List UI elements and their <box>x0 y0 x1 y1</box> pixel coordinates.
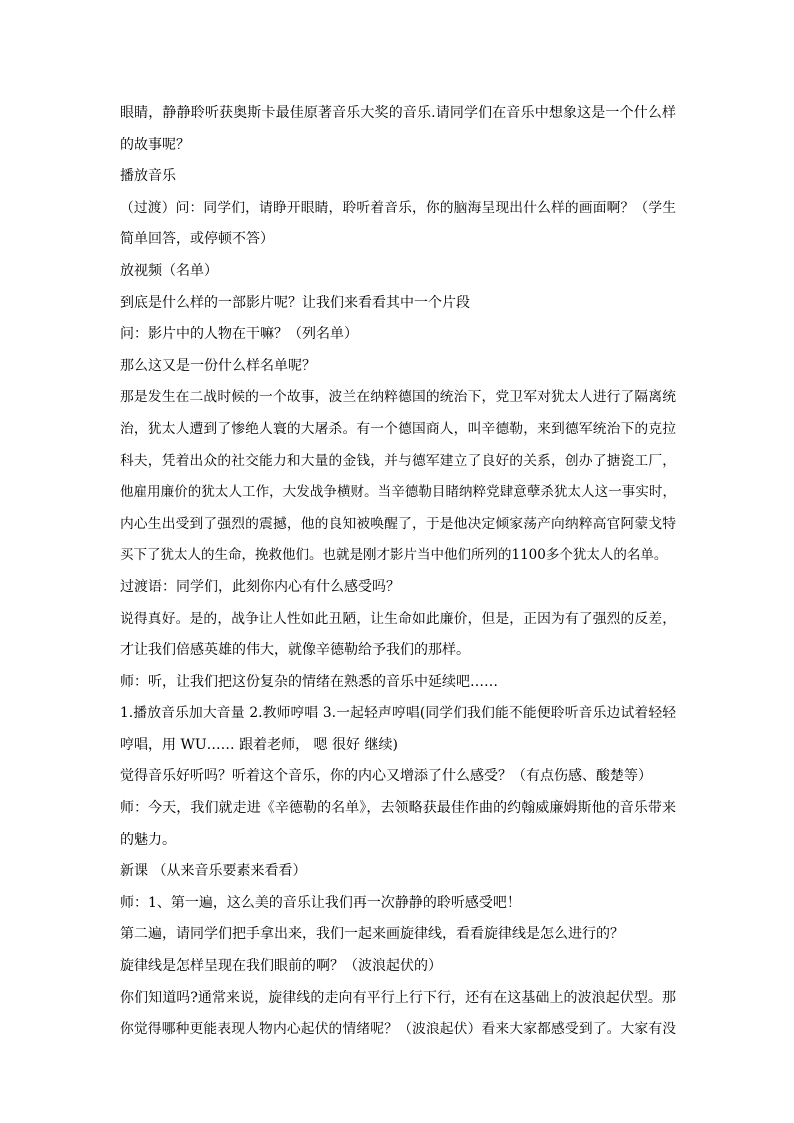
text-line: 师：今天，我们就走进《辛德勒的名单》，去领略获最佳作曲的约翰威廉姆斯他的音乐带来 <box>120 800 676 817</box>
text-line: 问：影片中的人物在干嘛？（列名单） <box>120 326 358 343</box>
text-line: 内心生出受到了强烈的震撼，他的良知被唤醒了，于是他决定倾家荡产向纳粹高官阿蒙戈特 <box>120 515 676 532</box>
text-line: 才让我们倍感英雄的伟大，就像辛德勒给予我们的那样。 <box>120 642 470 659</box>
text-line: 播放音乐 <box>120 168 176 185</box>
text-line: 过渡语：同学们，此刻你内心有什么感受吗？ <box>120 578 400 595</box>
text-line: 治，犹太人遭到了惨绝人寰的大屠杀。有一个德国商人，叫辛德勒，来到德军统治下的克拉 <box>120 420 676 437</box>
text-line: 觉得音乐好听吗？听着这个音乐，你的内心又增添了什么感受？（有点伤感、酸楚等） <box>120 768 652 785</box>
text-line: 那么这又是一份什么样名单呢？ <box>120 357 316 374</box>
text-line: 简单回答，或停顿不答） <box>120 231 274 248</box>
text-line: 眼睛，静静聆听获奥斯卡最佳原著音乐大奖的音乐.请同学们在音乐中想象这是一个什么样 <box>120 105 676 121</box>
text-line: 放视频（名单） <box>120 262 218 279</box>
document-body <box>120 98 676 1046</box>
text-line: 你们知道吗?通常来说，旋律线的走向有平行上行下行，还有在这基础上的波浪起伏型。那 <box>120 989 676 1006</box>
text-line: 哼唱，用 WU…… 跟着老师， 嗯 很好 继续) <box>120 736 398 753</box>
text-line: 的魅力。 <box>120 831 176 848</box>
text-line: 师：1、第一遍，这么美的音乐让我们再一次静静的聆听感受吧！ <box>120 894 521 911</box>
text-line: 那是发生在二战时候的一个故事，波兰在纳粹德国的统治下，党卫军对犹太人进行了隔离统 <box>120 389 676 406</box>
text-line: 他雇用廉价的犹太人工作，大发战争横财。当辛德勒目睹纳粹党肆意孽杀犹太人这一事实时， <box>120 484 676 501</box>
text-line: 买下了犹太人的生命，挽救他们。也就是刚才影片当中他们所列的1100多个犹太人的名单。 <box>120 547 668 564</box>
text-line: 师：听，让我们把这份复杂的情绪在熟悉的音乐中延续吧…… <box>120 673 498 690</box>
text-line: 科夫，凭着出众的社交能力和大量的金钱，并与德军建立了良好的关系，创办了搪瓷工厂， <box>120 452 676 469</box>
text-line: 说得真好。是的，战争让人性如此丑陋，让生命如此廉价，但是，正因为有了强烈的反差， <box>120 610 676 627</box>
text-line: （过渡）问：同学们，请睁开眼睛，聆听着音乐，你的脑海呈现出什么样的画面啊？（学生 <box>120 199 676 216</box>
text-line: 你觉得哪种更能表现人物内心起伏的情绪呢？（波浪起伏）看来大家都感受到了。大家有没 <box>120 1021 676 1038</box>
text-line: 第二遍，请同学们把手拿出来，我们一起来画旋律线，看看旋律线是怎么进行的？ <box>120 926 624 943</box>
text-line: 的故事呢？ <box>120 136 190 153</box>
text-line: 旋律线是怎样呈现在我们眼前的啊？（波浪起伏的） <box>120 958 442 975</box>
text-line: 新课 （从来音乐要素来看看） <box>120 863 307 880</box>
text-line: 1.播放音乐加大音量 2.教师哼唱 3.一起轻声哼唱(同学们我们能不能便聆听音乐边试着轻轻 <box>120 705 676 722</box>
text-line: 到底是什么样的一部影片呢？让我们来看看其中一个片段 <box>120 294 470 311</box>
